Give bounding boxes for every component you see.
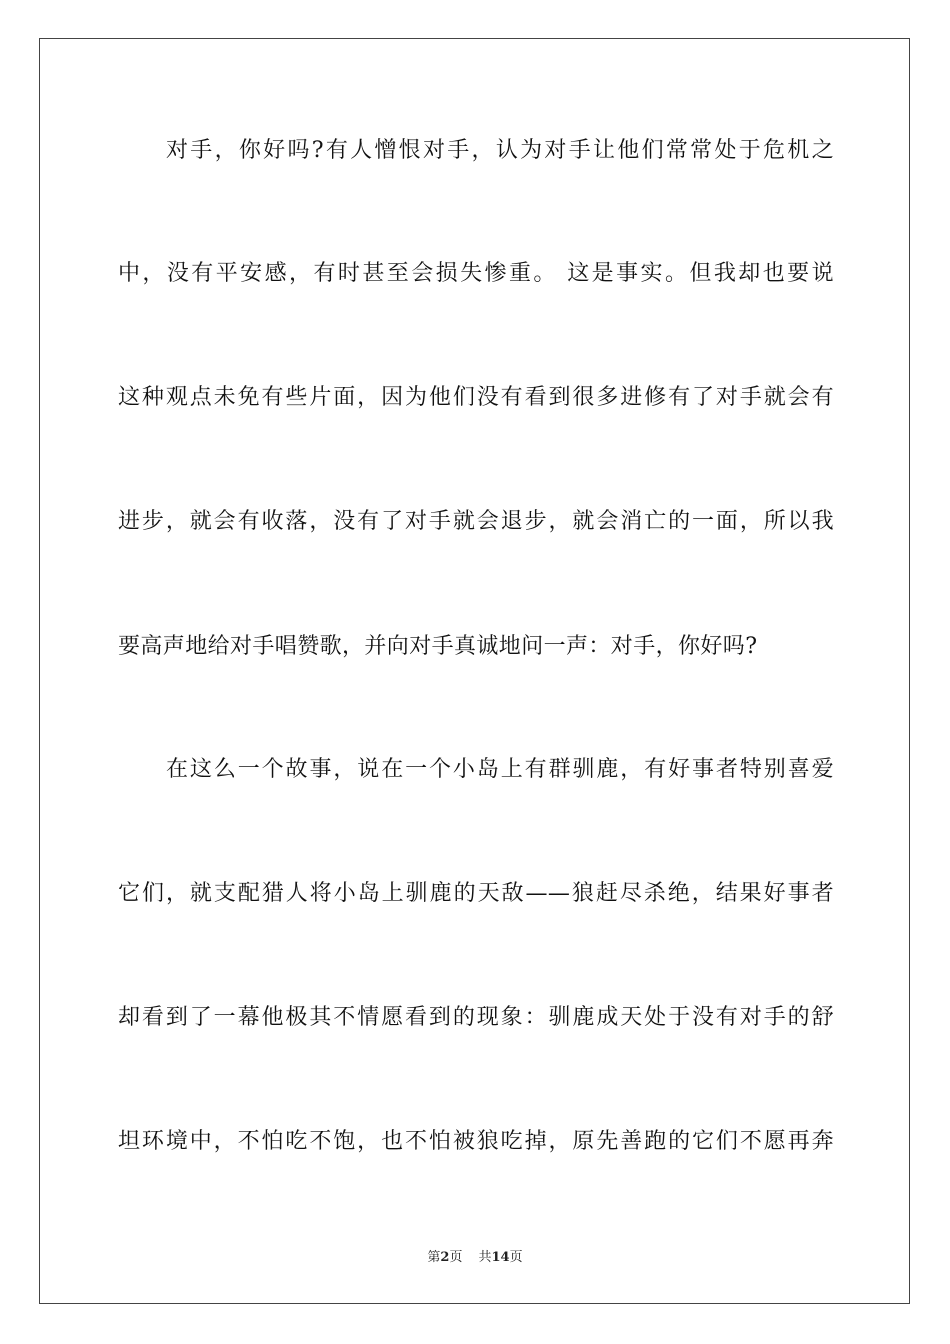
paragraph-2-line-3: 却看到了一幕他极其不情愿看到的现象：驯鹿成天处于没有对手的舒 [118,1005,834,1030]
paragraph-1-line-2: 中，没有平安感，有时甚至会损失惨重。 这是事实。但我却也要说 [118,261,834,286]
footer-total-pages: 14 [491,1250,510,1265]
page-border [39,38,910,1304]
footer-total-prefix: 共 [478,1250,492,1265]
footer-page-suffix: 页 [449,1250,463,1265]
footer-page-number: 2 [440,1250,450,1265]
paragraph-2-line-2: 它们，就支配猎人将小岛上驯鹿的天敌——狼赶尽杀绝，结果好事者 [118,881,834,906]
paragraph-1-line-3: 这种观点未免有些片面，因为他们没有看到很多进修有了对手就会有 [118,385,834,410]
paragraph-1-line-1: 对手，你好吗?有人憎恨对手，认为对手让他们常常处于危机之 [166,138,834,163]
footer-total-suffix: 页 [509,1250,523,1265]
paragraph-1-line-5: 要高声地给对手唱赞歌，并向对手真诚地问一声：对手，你好吗? [118,634,758,659]
paragraph-2-line-1: 在这么一个故事，说在一个小岛上有群驯鹿，有好事者特别喜爱 [166,757,834,782]
footer-page-prefix: 第 [427,1250,441,1265]
page-footer [0,1248,950,1268]
paragraph-2-line-4: 坦环境中，不怕吃不饱，也不怕被狼吃掉，原先善跑的它们不愿再奔 [118,1129,834,1154]
paragraph-1-line-4: 进步，就会有收落，没有了对手就会退步，就会消亡的一面，所以我 [118,509,834,534]
